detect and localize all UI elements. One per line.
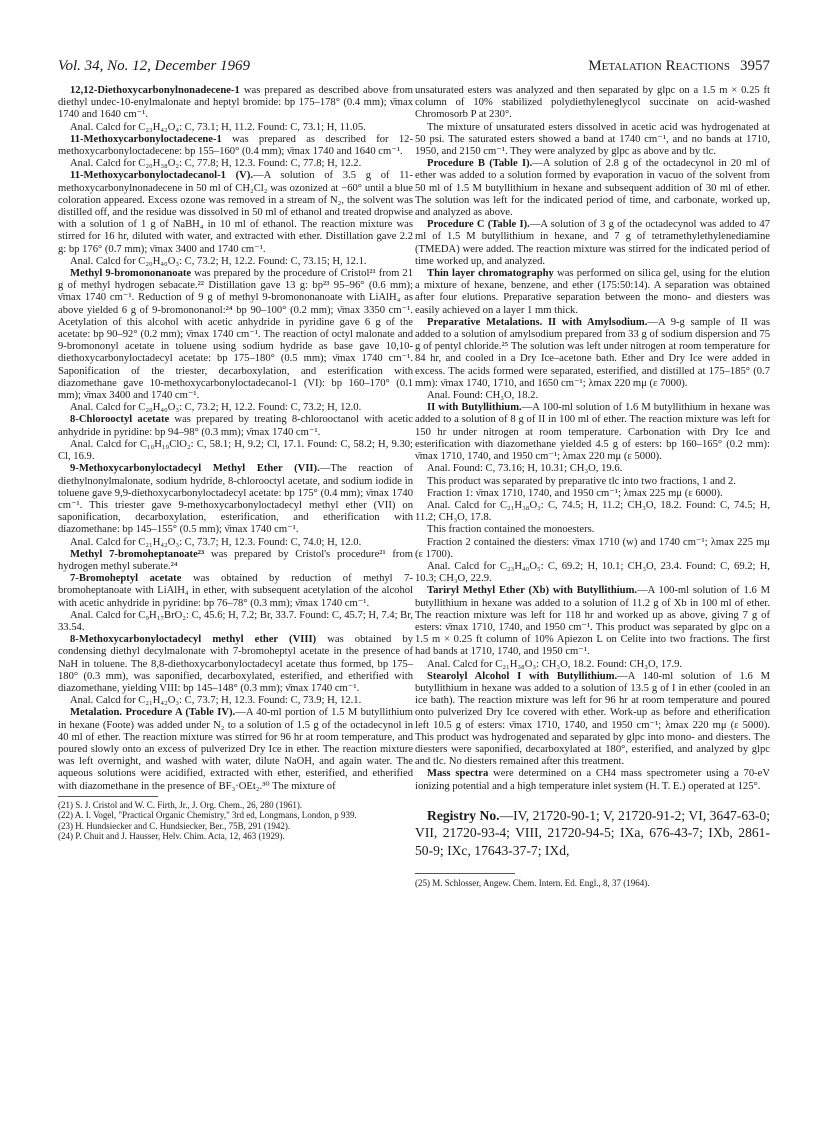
body-paragraph [58,134,413,158]
footnote-text: M. Schlosser, Angew. Chem. Intern. Ed. Engl., 8, 37 (1964). [430,878,650,889]
body-paragraph [415,524,770,536]
body-paragraph [415,317,770,390]
paragraph-heading: 9-Methoxycarbonyloctadecyl Methyl Ether (VII). [70,463,320,475]
body-paragraph [58,256,413,268]
footnote-number: (24) [58,831,73,841]
body-paragraph [415,390,770,402]
footnote-number: (21) [58,799,73,810]
paragraph-text: was obtained by reduction of methyl 7-bromoheptanoate with LiAlH₄ in ether, with subsequent acetylation of the alcohol with acetic anhydride in pyridine: bp 76–78° (0.3 mm); ν̄max 1740 cm⁻¹. [58,573,413,609]
body-paragraph [415,585,770,658]
body-paragraph [58,170,413,255]
paragraph-text: were determined on a CH4 mass spectrometer using a 70-eV ionizing potential and a high temperature inlet system (H. T. E.) operated at 125°. [415,768,770,792]
paragraph-text: Anal. Calcd for C₂₃H₄₀O₅: C, 69.2; H, 10.1; CH₃O, 23.4. Found: C, 69.2; H, 10.3; CH₃O, 22.9. [415,560,770,585]
body-paragraph [58,537,413,549]
paragraph-text: was prepared as described for 12-methoxycarbonyloctadecene: bp 155–160° (0.4 mm); ν̄max 1740 and 1640 cm⁻¹. [58,133,413,158]
body-paragraph [415,122,770,159]
footnote [415,878,770,888]
paragraph-heading: 8-Chlorooctyl acetate [70,414,170,426]
paragraph-text: Anal. Calcd for C₉H₁₇BrO₂: C, 45.6; H, 7.2; Br, 33.7. Found: C, 45.7; H, 7.4; Br, 33.54. [58,609,413,633]
registry-numbers [415,807,770,860]
body-paragraph [415,85,770,122]
paragraph-text: Anal. Found: CH₃O, 18.2. [427,390,539,402]
paragraph-heading: 12,12-Diethoxycarbonylnonadecene-1 [70,85,240,96]
paragraph-heading: 7-Bromoheptyl acetate [70,573,182,585]
body-paragraph [58,158,413,170]
paragraph-text: This product was separated by preparative tlc into two fractions, 1 and 2. [427,475,736,487]
journal-volume-line: Vol. 34, No. 12, December 1969 [58,58,251,74]
footnote [58,821,413,831]
paragraph-text: —A 40-ml portion of 1.5 M butyllithium in hexane (Foote) was added under N₂ to a solution of 1.5 g of the octadecynol in 40 ml of ether. The reaction mixture was stirred for 96 hr at room temperature, and poured slowly onto an excess of pulverized Dry Ice in ether. The reaction mixture was left overnight, and washed with water, dilute NaOH, and again water. The aqueous solutions were acidified, extracted with ether, esterified, and etherified with diazomethane in the presence of BF₃·OEt₂.³⁰ The mixture of [58,707,414,792]
paragraph-heading: 8-Methoxycarbonyloctadecyl methyl ether (VIII) [70,634,317,646]
body-paragraph [415,219,770,268]
body-paragraph [415,476,770,488]
body-paragraph [58,573,413,610]
body-paragraph [415,671,770,769]
running-title [588,58,770,75]
paragraph-heading: 11-Methoxycarbonyloctadecene-1 [70,133,222,145]
body-paragraph [415,402,770,463]
paragraph-text: was prepared by treating 8-chlorooctanol with acetic anhydride in pyridine: bp 94–98° (0.3 mm); ν̄max 1740 cm⁻¹. [58,414,413,438]
paragraph-text: was prepared by the procedure of Cristol²¹ from 21 g of methyl hydrogen sebacate.²² Distillation gave 13 g: bp²³ 95–96° (0.6 mm); ν̄max 1740 cm⁻¹. Reduction of 9 g of methyl 9-bromononanoate with LiAlH₄ as above yielded 6 g of 9-bromononanol:²⁴ bp 90–100° (0.2 mm); ν̄max 3350 cm⁻¹. Acetylation of this alcohol with acetic anhydride in pyridine gave 6 g of the acetate: bp 90–92° (0.2 mm); ν̄max 1740 cm⁻¹. The reaction of octyl malonate and 9-bromononyl acetate in toluene using sodium hydride as base gave 10,10-diethoxycarbonyloctadecyl acetate: bp 175–180° (0.5 mm); ν̄max 1740 cm⁻¹. Saponification of the triester, decarboxylation, and esterification with diazomethane gave 10-methoxycarbonyloctadecanol-1 (VI): bp 160–170° (0.1 mm); ν̄max 3400 and 1740 cm⁻¹. [58,268,413,402]
paragraph-heading: Methyl 7-bromoheptanoate²³ [70,548,205,560]
paragraph-text: was prepared as described above from diethyl undec-10-enylmalonate and heptyl bromide: bp 175–178° (0.4 mm); ν̄max 1740 and 1640 cm⁻¹. [58,85,413,121]
paragraph-text: Fraction 2 contained the diesters: ν̄max 1710 (w) and 1740 cm⁻¹; λmax 225 mμ (ε 1700). [415,536,770,560]
body-paragraph [415,561,770,585]
body-paragraph [58,402,413,414]
footnote-text: H. Hundsiecker and C. Hundsiecker, Ber., 75B, 291 (1942). [73,820,291,831]
paragraph-heading: Stearolyl Alcohol I with Butyllithium. [427,670,618,682]
paragraph-text: Anal. Found: C, 73.16; H, 10.31; CH₃O, 19.6. [427,463,623,475]
paragraph-text: Anal. Calcd for C₂₁H₄₂O₃: C, 73.7; H, 12.3. Found: C, 73.9; H, 12.1. [70,695,362,707]
paragraph-text: —A solution of 3.5 g of 11-methoxycarbonylnonadecene in 50 ml of CH₂Cl₂ was ozonized at −60° until a blue coloration appeared. Excess ozone was removed in a stream of N₂, the solvent was distilled off, and the residue was dissolved in 50 ml of ethanol and treated dropwise with a solution of 1 g of NaBH₄ in 10 ml of ethanol. The reaction mixture was stirred for 16 hr, diluted with water, and extracted with ether. Distillation gave 2.2 g: bp 176° (0.7 mm); ν̄max 3400 and 1740 cm⁻¹. [58,170,413,255]
paragraph-heading: 11-Methoxycarbonyloctadecanol-1 (V). [70,170,254,182]
body-paragraph [58,634,413,695]
paragraph-text: The mixture of unsaturated esters dissolved in acetic acid was hydrogenated at 50 psi. The saturated esters showed a band at 1740 cm⁻¹, and no bands at 1710, 1950, and 2150 cm⁻¹. They were analyzed by glpc as above and by tlc. [415,121,770,158]
footnote-text: A. I. Vogel, "Practical Organic Chemistry," 3rd ed, Longmans, London, p 939. [73,810,357,821]
paragraph-text: was performed on silica gel, using for the elution a mixture of hexane, benzene, and ether (175:50:14). A separation was obtained after four elutions. Preparative separation between the mono- and diesters was easily achieved on a layer 1 mm thick. [415,268,770,316]
body-paragraph [415,659,770,671]
paragraph-text: Anal. Calcd for C₂₁H₃₈O₃: CH₃O, 18.2. Found: CH₃O, 17.9. [427,658,683,670]
paragraph-text: Anal. Calcd for C₂₀H₄₀O₃: C, 73.2; H, 12.2. Found: C, 73.2; H, 12.0. [70,402,362,414]
paragraph-heading: Preparative Metalations. II with Amylsodium. [427,316,648,328]
footnote-rule [415,873,515,874]
paragraph-text: Anal. Calcd for C₁₀H₁₉ClO₂: C, 58.1; H, 9.2; Cl, 17.1. Found: C, 58.2; H, 9.30; Cl, 16.9. [58,438,413,463]
body-paragraph [58,463,413,536]
paragraph-text: was obtained by condensing diethyl decylmalonate with 7-bromoheptyl acetate in the presence of NaH in toluene. The 8,8-diethoxycarbonyloctadecyl acetate thus formed, bp 175–180° (0.3 mm), was saponified, decarboxylated, esterified, and etherified with diazomethane, yielding VIII: bp 145–148° (0.3 mm); ν̄max 1740 cm⁻¹. [58,634,413,694]
paragraph-heading: Tariryl Methyl Ether (Xb) with Butyllithium. [427,585,638,597]
page-number: 3957 [740,58,770,74]
left-column [58,85,413,841]
footnote-number: (23) [58,820,73,831]
paragraph-heading: Thin layer chromatography [427,268,554,280]
footnote [58,810,413,820]
footnote-rule [58,796,158,797]
body-paragraph [58,268,413,402]
paragraph-text: was prepared by Cristol's procedure²¹ from hydrogen methyl suberate.²⁴ [58,548,413,572]
paragraph-text: This fraction contained the monoesters. [427,524,595,536]
footnote [58,831,413,841]
paragraph-text: —A 9-g sample of II was added to a solution of amylsodium prepared from 33 g of sodium dispersion and 75 g of pentyl chloride.²⁵ The solution was left under nitrogen at room temperature for 84 hr, and cooled in a Dry Ice–acetone bath. Ether and Dry Ice were added in excess. The acids formed were separated, esterified, and distilled at 175–185° (0.7 mm): ν̄max 1740, 1710, and 1650 cm⁻¹; λmax 220 mμ (ε 7000). [415,316,771,389]
paragraph-text: —A solution of 3 g of the octadecynol was added to 47 ml of 1.5 M butyllithium in hexane, and 7 g of tetramethylethylenediamine (TMEDA) were added. The reaction mixture was stirred for the indicated period of time worked up, and analyzed. [415,219,771,267]
body-paragraph [58,414,413,438]
paragraph-text: —A 100-ml solution of 1.6 M butyllithium in hexane was added to a solution of 11.2 g of Xb in 100 ml of ether. The reaction mixture was left for 118 hr and worked up as above, giving 7 g of esters: ν̄max 1710, 1740, and 1950 cm⁻¹. This product was separated by glpc on a 1.5 m × 0.25 ft column of 10% Apiezon L on Celite into two fractions. The first had bands at 1710, 1740, and 1950 cm⁻¹. [415,585,770,658]
body-paragraph [58,122,413,134]
paragraph-text: —The reaction of diethylnonylmalonate, sodium hydride, 8-chlorooctyl acetate, and sodium iodide in toluene gave 9,9-diethoxycarbonyloctadecyl acetate: bp 175° (0.4 mm); ν̄max 1740 cm⁻¹. This triester gave 9-methoxycarbonyloctadecyl methyl ether (VII) on saponification, decarboxylation, esterification, and etherification with diazomethane: bp 145–155° (0.5 mm); ν̄max 1740 cm⁻¹. [58,463,413,536]
paragraph-heading: Methyl 9-bromononanoate [70,268,192,280]
paragraph-text: Anal. Calcd for C₂₁H₄₂O₃: C, 73.7; H, 12.3. Found: C, 74.0; H, 12.0. [70,536,362,548]
paragraph-heading: Metalation. Procedure A (Table IV). [70,707,236,719]
right-column [415,85,770,889]
body-paragraph [415,158,770,219]
body-paragraph [58,610,413,634]
footnote-text: P. Chuit and J. Hausser, Helv. Chim. Acta, 12, 463 (1929). [73,831,285,841]
body-paragraph [58,85,413,122]
paragraph-text: Anal. Calcd for C₂₁H₃₈O₃: C, 74.5; H, 11.2; CH₃O, 18.2. Found: C, 74.5; H, 11.2; CH₃O, 17.8. [415,499,770,524]
body-paragraph [415,500,770,524]
footnote-text: S. J. Cristol and W. C. Firth, Jr., J. Org. Chem., 26, 280 (1961). [73,799,303,810]
body-paragraph [58,707,413,792]
paragraph-text: Anal. Calcd for C₂₀H₃₈O₂: C, 77.8; H, 12.3. Found: C, 77.8; H, 12.2. [70,158,362,170]
body-paragraph [58,439,413,463]
body-paragraph [415,268,770,317]
body-paragraph [58,549,413,573]
paragraph-heading: Procedure C (Table I). [427,219,530,231]
paragraph-text: Fraction 1: ν̄max 1710, 1740, and 1950 cm⁻¹; λmax 225 mμ (ε 6000). [427,487,723,499]
paragraph-heading: II with Butyllithium. [427,402,522,414]
registry-heading: Registry No. [427,807,500,823]
running-header [58,58,770,78]
paragraph-heading: Mass spectra [427,768,489,780]
footnote [58,800,413,810]
section-title: Metalation Reactions [588,58,730,74]
body-paragraph [415,537,770,561]
paragraph-text: Anal. Calcd for C₂₃H₄₂O₄: C, 73.1; H, 11.2. Found: C, 73.1; H, 11.05. [70,121,366,133]
body-paragraph [58,695,413,707]
paragraph-text: —A 100-ml solution of 1.6 M butyllithium in hexane was added to a solution of 8 g of II in 100 ml of ether. The reaction mixture was left for 150 hr under nitrogen at room temperature. Carbonation with Dry Ice and esterification with diazomethane yielded 4.5 g of esters: bp 160–165° (0.2 mm): ν̄max 1710, 1740, and 1950 cm⁻¹; λmax 220 mμ (ε 5000). [415,402,770,463]
paragraph-text: —A solution of 2.8 g of the octadecynol in 20 ml of ether was added to a solution formed by evaporation in vacuo of the solvent from 50 ml of 1.5 M butyllithium in hexane and subsequent addition of 30 ml of ether. The solution was left for the indicated period of time, and carbonate, worked up, and analyzed as above. [415,158,770,219]
body-paragraph [415,488,770,500]
registry-text: —IV, 21720-90-1; V, 21720-91-2; VI, 3647-63-0; VII, 21720-93-4; VIII, 21720-94-5; IXa, 676-43-7; IXb, 2861-50-9; IXc, 17643-37-7; IXd, [415,807,771,858]
paragraph-text: unsaturated esters was analyzed and then separated by glpc on a 1.5 m × 0.25 ft column of 10% stabilized polydiethyleneglycol succinate on acid-washed Chromosorb P at 230°. [415,85,770,121]
paragraph-heading: Procedure B (Table I). [427,158,533,170]
body-paragraph [415,768,770,792]
footnote-number: (25) [415,878,430,889]
paragraph-text: —A 140-ml solution of 1.6 M butyllithium in hexane was added to a solution of 13.5 g of I in ether (cooled in an ice bath). The reaction mixture was left for 96 hr at room temperature and poured onto pulverized Dry Ice covered with ether. Work-up as before and etherification left 10.5 g of esters: ν̄max 1710, 1740, and 1950 cm⁻¹; λmax 220 mμ (ε 5000). This product was hydrogenated and separated by glpc into mono- and diesters. The diesters were saponified, decarboxylated at 180°, esterified, and analyzed by glpc and tlc. No diesters remained after this treatment. [415,670,770,768]
footnote-number: (22) [58,810,73,821]
body-paragraph [415,463,770,475]
paragraph-text: Anal. Calcd for C₂₀H₄₀O₃: C, 73.2; H, 12.2. Found: C, 73.15; H, 12.1. [70,255,367,267]
